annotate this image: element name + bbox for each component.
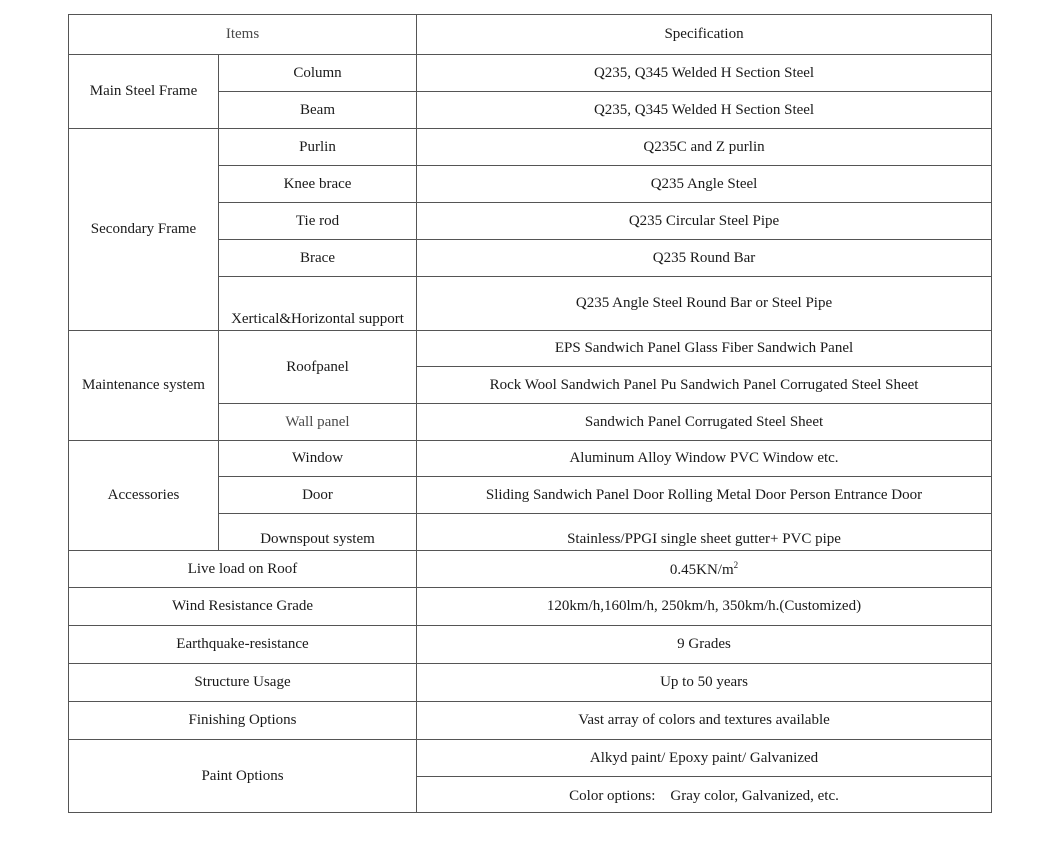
spec-cell: Q235 Circular Steel Pipe [417, 203, 992, 240]
table-row [69, 441, 992, 477]
spec-cell: Vast array of colors and textures available [417, 702, 992, 740]
table-row [69, 551, 992, 588]
item-cell: Brace [219, 240, 417, 277]
header-specification: Specification [417, 15, 992, 55]
spec-cell: 120km/h,160lm/h, 250km/h, 350km/h.(Customized) [417, 588, 992, 626]
spec-cell: 9 Grades [417, 626, 992, 664]
table-row [69, 129, 992, 166]
spec-cell: Q235 Round Bar [417, 240, 992, 277]
table-row [69, 740, 992, 777]
item-cell: Purlin [219, 129, 417, 166]
live-load-superscript: 2 [733, 559, 739, 570]
spec-cell: Sliding Sandwich Panel Door Rolling Metal Door Person Entrance Door [417, 477, 992, 514]
spec-cell: Color options: Gray color, Galvanized, etc. [417, 777, 992, 813]
spec-cell: Q235, Q345 Welded H Section Steel [417, 55, 992, 92]
item-cell: Tie rod [219, 203, 417, 240]
item-cell: Downspout system [219, 514, 417, 551]
group-label-main-steel-frame: Main Steel Frame [69, 55, 219, 129]
header-row [69, 15, 992, 55]
item-cell: Column [219, 55, 417, 92]
spec-cell: Sandwich Panel Corrugated Steel Sheet [417, 404, 992, 441]
group-label-accessories: Accessories [69, 441, 219, 551]
header-items: Items [69, 15, 417, 55]
specification-table [68, 14, 992, 813]
spec-cell: Stainless/PPGI single sheet gutter+ PVC pipe [417, 514, 992, 551]
spec-cell: Q235 Angle Steel Round Bar or Steel Pipe [417, 277, 992, 331]
item-cell: Finishing Options [69, 702, 417, 740]
table-row [69, 55, 992, 92]
item-cell-roofpanel: Roofpanel [219, 331, 417, 404]
live-load-value: 0.45KN/m [669, 561, 734, 578]
spec-cell: Aluminum Alloy Window PVC Window etc. [417, 441, 992, 477]
group-label-secondary-frame: Secondary Frame [69, 129, 219, 331]
spec-cell-live-load [417, 551, 992, 588]
spec-cell: Rock Wool Sandwich Panel Pu Sandwich Panel Corrugated Steel Sheet [417, 367, 992, 404]
group-label-maintenance-system: Maintenance system [69, 331, 219, 441]
table-row [69, 588, 992, 626]
table-row [69, 702, 992, 740]
spec-cell: Up to 50 years [417, 664, 992, 702]
table-row [69, 626, 992, 664]
item-cell: Wind Resistance Grade [69, 588, 417, 626]
spec-cell: Q235C and Z purlin [417, 129, 992, 166]
item-cell: Door [219, 477, 417, 514]
spec-cell: Q235, Q345 Welded H Section Steel [417, 92, 992, 129]
item-cell: Wall panel [219, 404, 417, 441]
item-cell: Earthquake-resistance [69, 626, 417, 664]
table-row [69, 331, 992, 367]
item-cell-paint-options: Paint Options [69, 740, 417, 813]
spec-cell: Q235 Angle Steel [417, 166, 992, 203]
item-cell: Window [219, 441, 417, 477]
spec-cell: Alkyd paint/ Epoxy paint/ Galvanized [417, 740, 992, 777]
item-cell: Xertical&Horizontal support [219, 277, 417, 331]
spec-cell: EPS Sandwich Panel Glass Fiber Sandwich Panel [417, 331, 992, 367]
table-row [69, 664, 992, 702]
item-cell: Beam [219, 92, 417, 129]
item-cell: Knee brace [219, 166, 417, 203]
item-cell: Structure Usage [69, 664, 417, 702]
item-cell: Live load on Roof [69, 551, 417, 588]
